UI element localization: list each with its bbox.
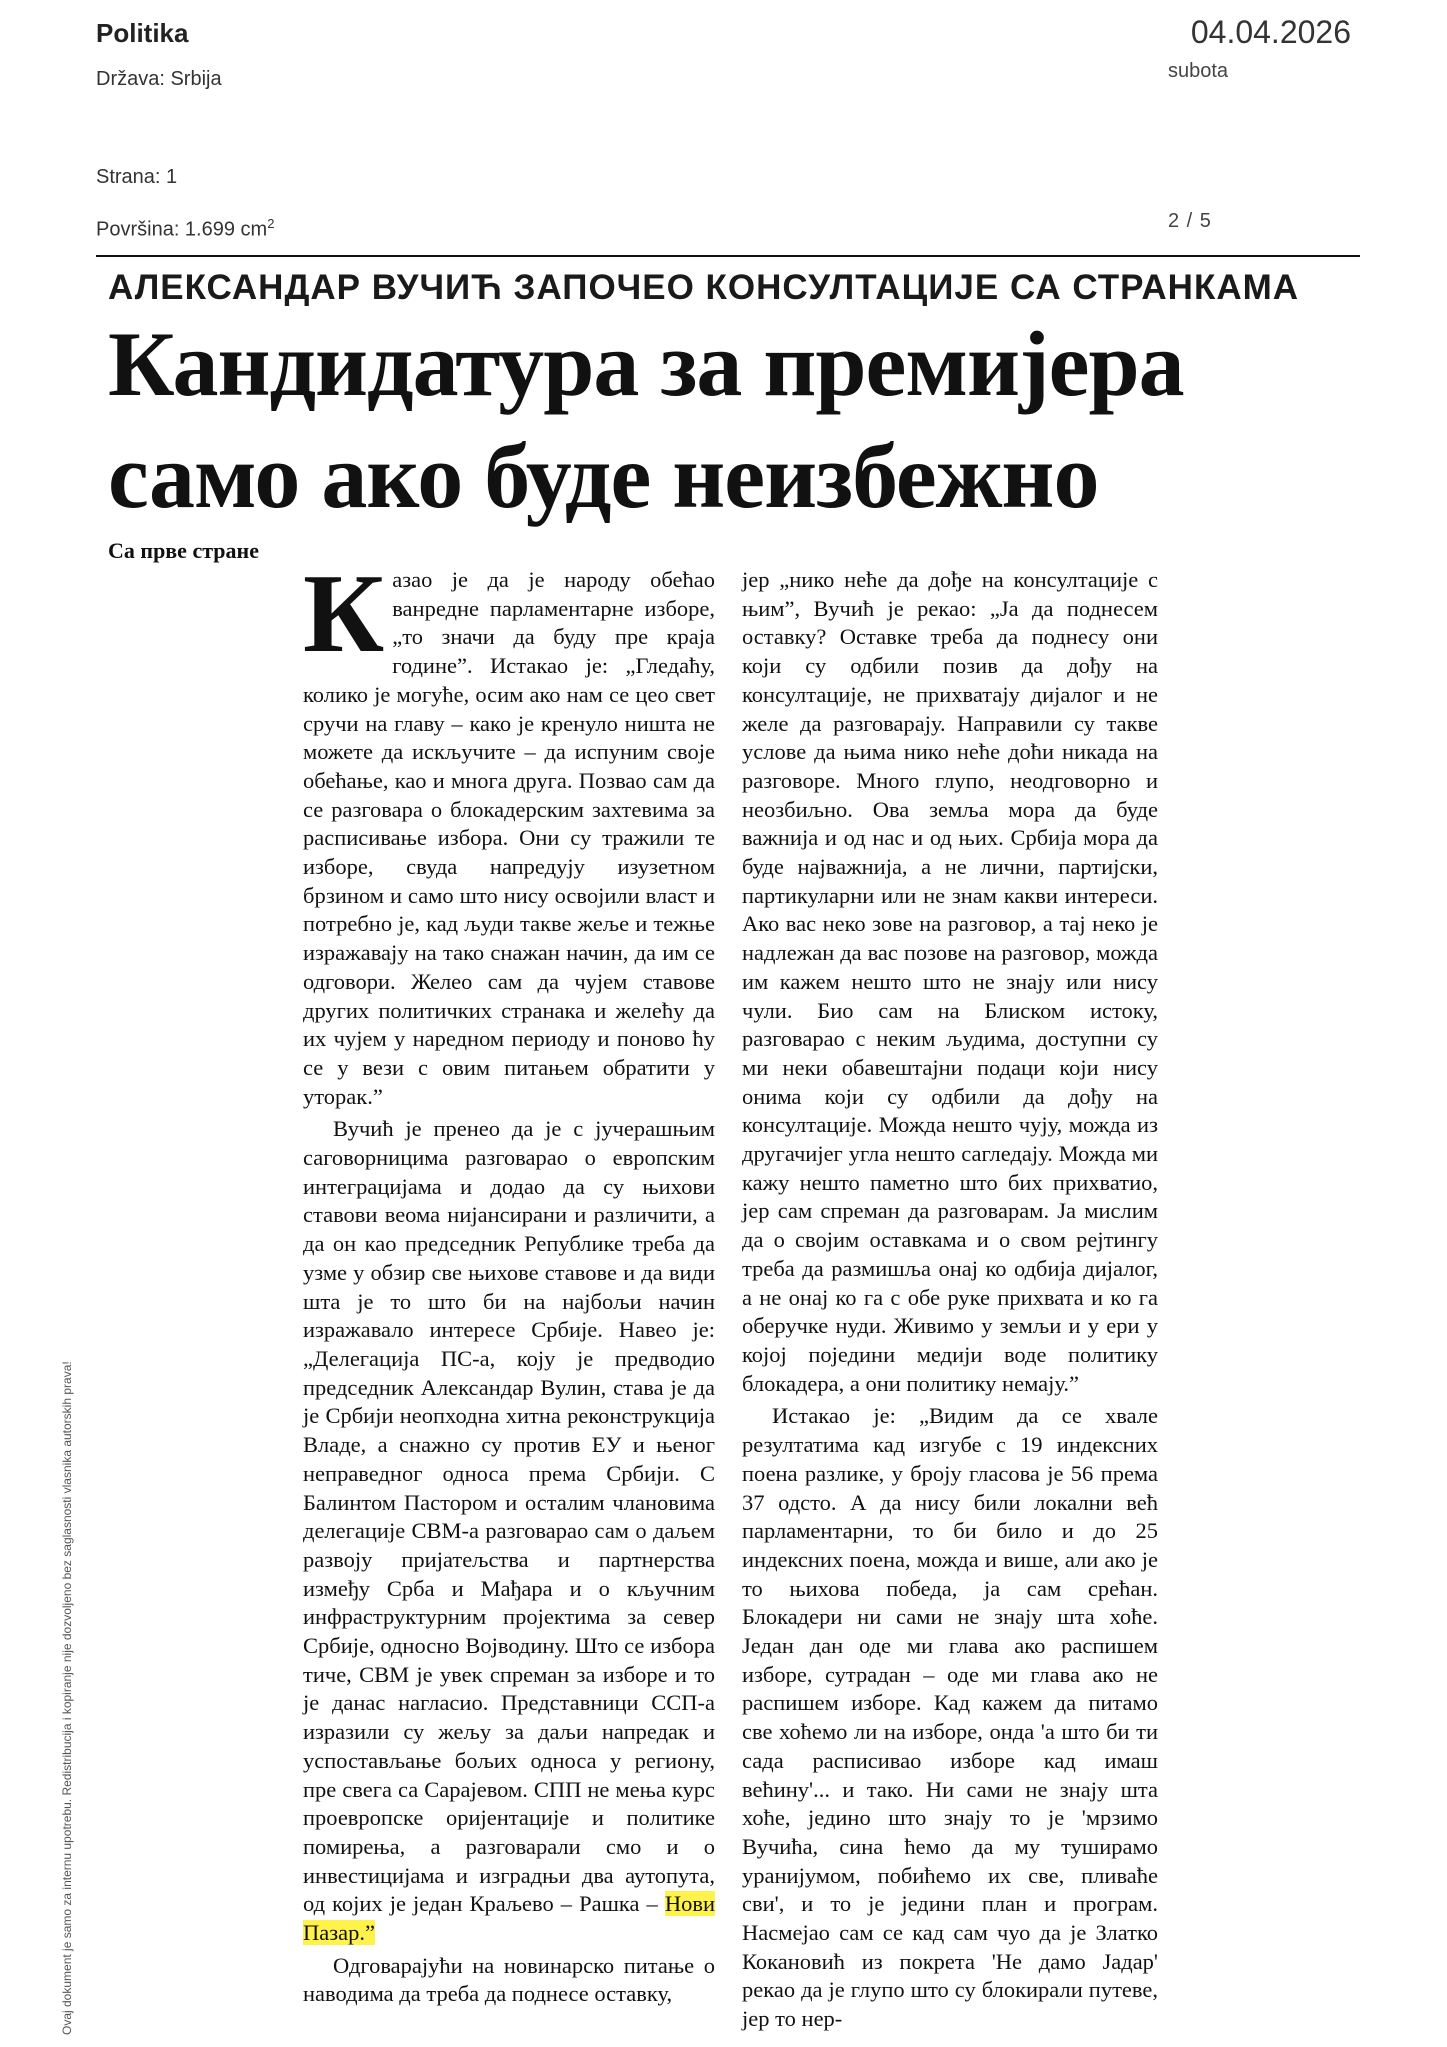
headline-line-2: само ако буде неизбежно [108,425,1099,527]
paragraph: Истакао је: „Видим да се хвале резултатима кад изгубе с 19 индексних поена разлике, у броју гласова је 56 према 37 одсто. А да нису били локални већ парламентарни, то би било и до 25 индексних поена, можда и више, али ако је то њихова победа, ја сам срећан. Блокадери ни сами не знају шта хоће. Један дан оде ми глава ако распишем изборе, сутрадан – оде ми глава ако не распишем изборе. Кад кажем да питамо све хоћемо ли на изборе, онда 'а што би ти сада расписивао изборе кад имаш већину'... и тако. Ни сами не знају шта хоће, једино што знају то је 'мрзимо Вучића, сина ћемо да му туширамо уранијумом, побићемо их све, пливаће сви', и то је једини план и програм. Насмејао сам се кад сам чуо да је Златко Кокановић из покрета 'Не дамо Јадар' рекао да је глупо што су блокирали путеве, јер то нер- [742,1403,1158,2032]
area-label [96,216,274,242]
copyright-notice: Ovaj dokument je samo za internu upotrebu. Redistribucija i kopiranje nije dozvoljeno bez saglasnosti vlasnika autorskih prava! [60,1361,74,2035]
paragraph [303,1115,715,1947]
highlighted-text: Нови Пазар.” [303,1891,716,1946]
drop-cap: К [303,552,385,676]
date-label: 04.04.2026 [1190,14,1351,50]
country-label: Država: Srbija [96,68,222,90]
article-kicker: АЛЕКСАНДАР ВУЧИЋ ЗАПОЧЕО КОНСУЛТАЦИЈЕ СА СТРАНКАМА [108,268,1300,307]
paragraph [303,552,715,1111]
paragraph-text: азао је да је народу обећао ванредне парламентарне изборе, „то значи да буду пре краја године”. Истакао је: „Гледаћу, колико је могуће, осим ако нам се цео свет сручи на главу – како је кренуло ништа не можете да искључите – да испуним своје обећање, као и многа друга. Позвао сам да се разговара о блокадерским захтевима за расписивање избора. Они су тражили те изборе, свуда напредују изузетном брзином и само што нису освојили власт и потребно је, кад људи такве жеље и тежње изражавају на тако снажан начин, да им се одговори. Желео сам да чујем ставове других политичких странака и желећу да их чујем у наредном периоду и поново ћу се у вези с овим питањем обратити у уторак.” [303,567,715,1109]
headline-line-1: Кандидатура за премијера [108,313,1184,415]
page-label: Strana: 1 [96,166,178,188]
paragraph: Одговарајући на новинарско питање о наводима да треба да поднесе оставку, [303,1952,715,2007]
publication-name: Politika [96,18,189,48]
area-value: Površina: 1.699 cm [96,218,268,241]
weekday-label: subota [1168,60,1229,82]
article-column-1 [303,552,716,2009]
header-divider [96,255,1360,257]
paragraph: јер „нико неће да дође на консултације с њим”, Вучић је рекао: „Ја да поднесем оставку? Оставке треба да поднесу они који су одбили позив да дођу на консултације, не прихватају дијалог и не желе да разговарају. Направили су такве услове да њима нико неће доћи никада на разговоре. Много глупо, неодговорно и неозбиљно. Ова земља мора да буде важнија и од нас и од њих. Србија мора да буде најважнија, а не лични, партијски, партикуларни или не знам какви интереси. Ако вас неко зове на разговор, а тај неко је надлежан да вас позове на разговор, можда им кажем нешто што не знају или нису чули. Био сам на Блиском истоку, разговарао с неким људима, доступни су ми неки обавештајни подаци који нису онима који су одбили да дођу на консултације. Можда нешто чују, можда из другачијег угла нешто сагледају. Можда ми кажу нешто паметно што бих прихватио, јер сам спреман да разговарам. Ја мислим да о својим оставкама и о свом рејтингу треба да размишља онај ко одбија дијалог, а не онај ко га с обе руке прихвата и ко га оберучке нуди. Живимо у земљи и у ери у којој поједини медији воде политику блокадера, а они политику немају.” [742,567,1158,1396]
article-column-2 [742,566,1158,2034]
area-unit-exponent: 2 [267,216,275,231]
paragraph-text: Вучић је пренео да је с јучерашњим саговорницима разговарао о европским интеграцијама и додао да су њихови ставови веома нијансирани и различити, а да он као председник Републике треба да узме у обзир све њихове ставове и да види шта је то што би на најбољи начин изражавало интересе Србије. Навео је: „Делегација ПС-а, коју је предводио председник Александар Вулин, става је да је Србији неопходна хитна реконструкција Владе, а снажно су против ЕУ и њеног неправедног односа према Србији. С Балинтом Пастором и осталим члановима делегације СВМ-а разговарао сам о даљем развоју пријатељства и партнерства између Срба и Мађара и о кључним инфраструктурним пројектима за север Србије, односно Војводину. Што се избора тиче, СВМ је увек спреман за изборе и то је данас нагласио. Представници ССП-а изразили су жељу за даљи напредак и успостављање бољих односа у региону, пре свега са Сарајевом. СПП не мења курс проевропске оријентације и политике помирења, а разговарали смо и о инвестицијама и изградњи два аутопута, од којих је један Краљево – Рашка – [303,1116,715,1917]
continued-from-front: Са прве стране [108,538,259,563]
page-counter: 2 / 5 [1168,210,1212,232]
